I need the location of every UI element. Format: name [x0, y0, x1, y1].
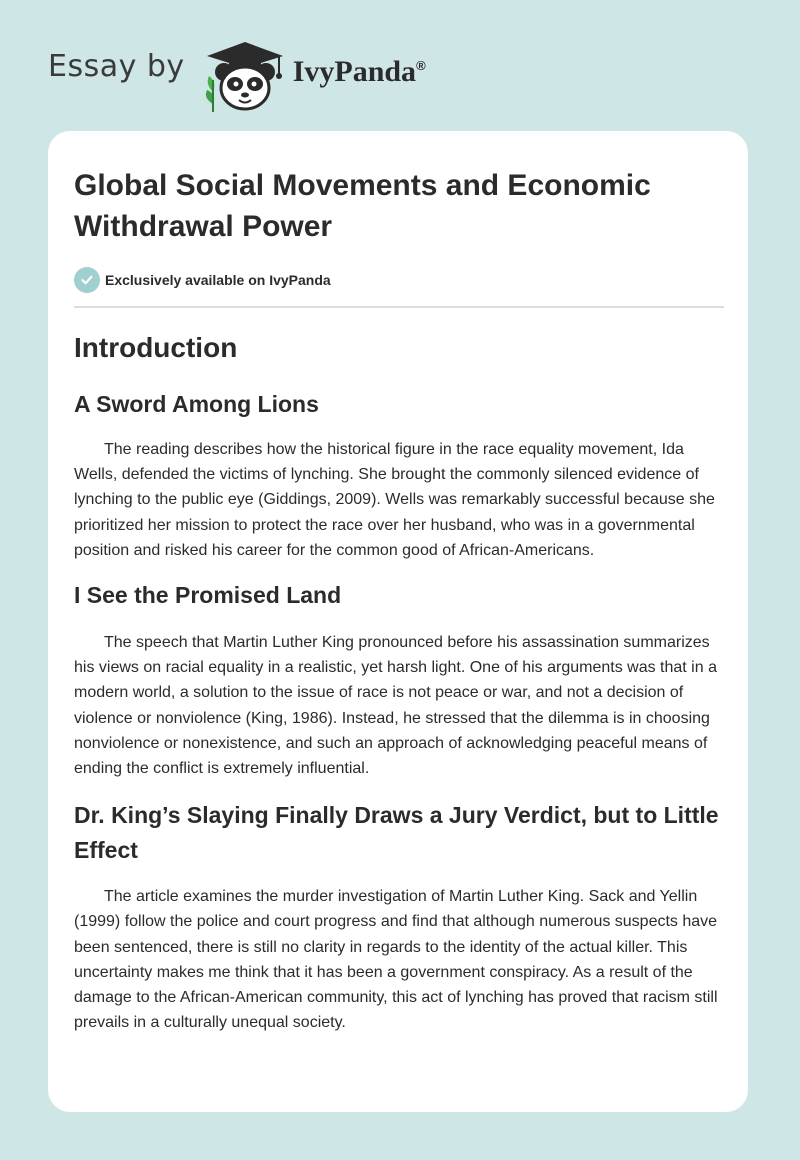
- divider: [74, 306, 724, 308]
- registered-mark: ®: [416, 58, 426, 73]
- check-circle-icon: [74, 267, 100, 293]
- essay-card: [48, 131, 748, 1112]
- paragraph: The reading describes how the historical figure in the race equality movement, Ida Wells, defended the victims of lynching. She brought the commonly silenced evidence of lynching to the public eye (Giddings, 2009). Wells was remarkably successful because she prioritized her mission to protect the race over her husband, who was in a governmental position and risked his career for the common good of African-Americans.: [74, 441, 715, 559]
- exclusive-badge-label: Exclusively available on IvyPanda: [105, 272, 331, 288]
- brand-name-text: IvyPanda: [292, 55, 417, 88]
- subsection-heading: I See the Promised Land: [74, 582, 342, 609]
- subsection-heading: A Sword Among Lions: [74, 391, 319, 417]
- panda-logo-icon: [199, 34, 291, 114]
- brand-prefix: Essay by: [48, 48, 185, 84]
- essay-content: [74, 131, 724, 1035]
- section-heading-introduction: Introduction: [74, 332, 238, 363]
- paragraph: The article examines the murder investigation of Martin Luther King. Sack and Yellin (1999) follow the police and court progress and find that although numerous suspects have been sentenced, there is still no clarity in regards to the identity of the actual killer. This uncertainty makes me think that it has been a government conspiracy. As a result of the damage to the African-American community, this act of lynching has proved that racism still prevails in a culturally unequal society.: [74, 888, 718, 1032]
- paragraph: The speech that Martin Luther King pronounced before his assassination summarizes his views on racial equality in a realistic, yet harsh light. One of his arguments was that in a modern world, a solution to the issue of race is not peace or war, and not a decision of violence or nonviolence (King, 1986). Instead, he stressed that the dilemma is in choosing nonviolence or nonexistence, and such an approach of acknowledging peaceful means of ending the conflict is extremely influential.: [74, 634, 717, 778]
- brand-name: [293, 55, 426, 89]
- exclusive-badge: [74, 267, 724, 293]
- essay-title: Global Social Movements and Economic Withdrawal Power: [74, 169, 651, 243]
- subsection-heading: Dr. King’s Slaying Finally Draws a Jury Verdict, but to Little Effect: [74, 802, 719, 864]
- site-brand[interactable]: [48, 32, 426, 112]
